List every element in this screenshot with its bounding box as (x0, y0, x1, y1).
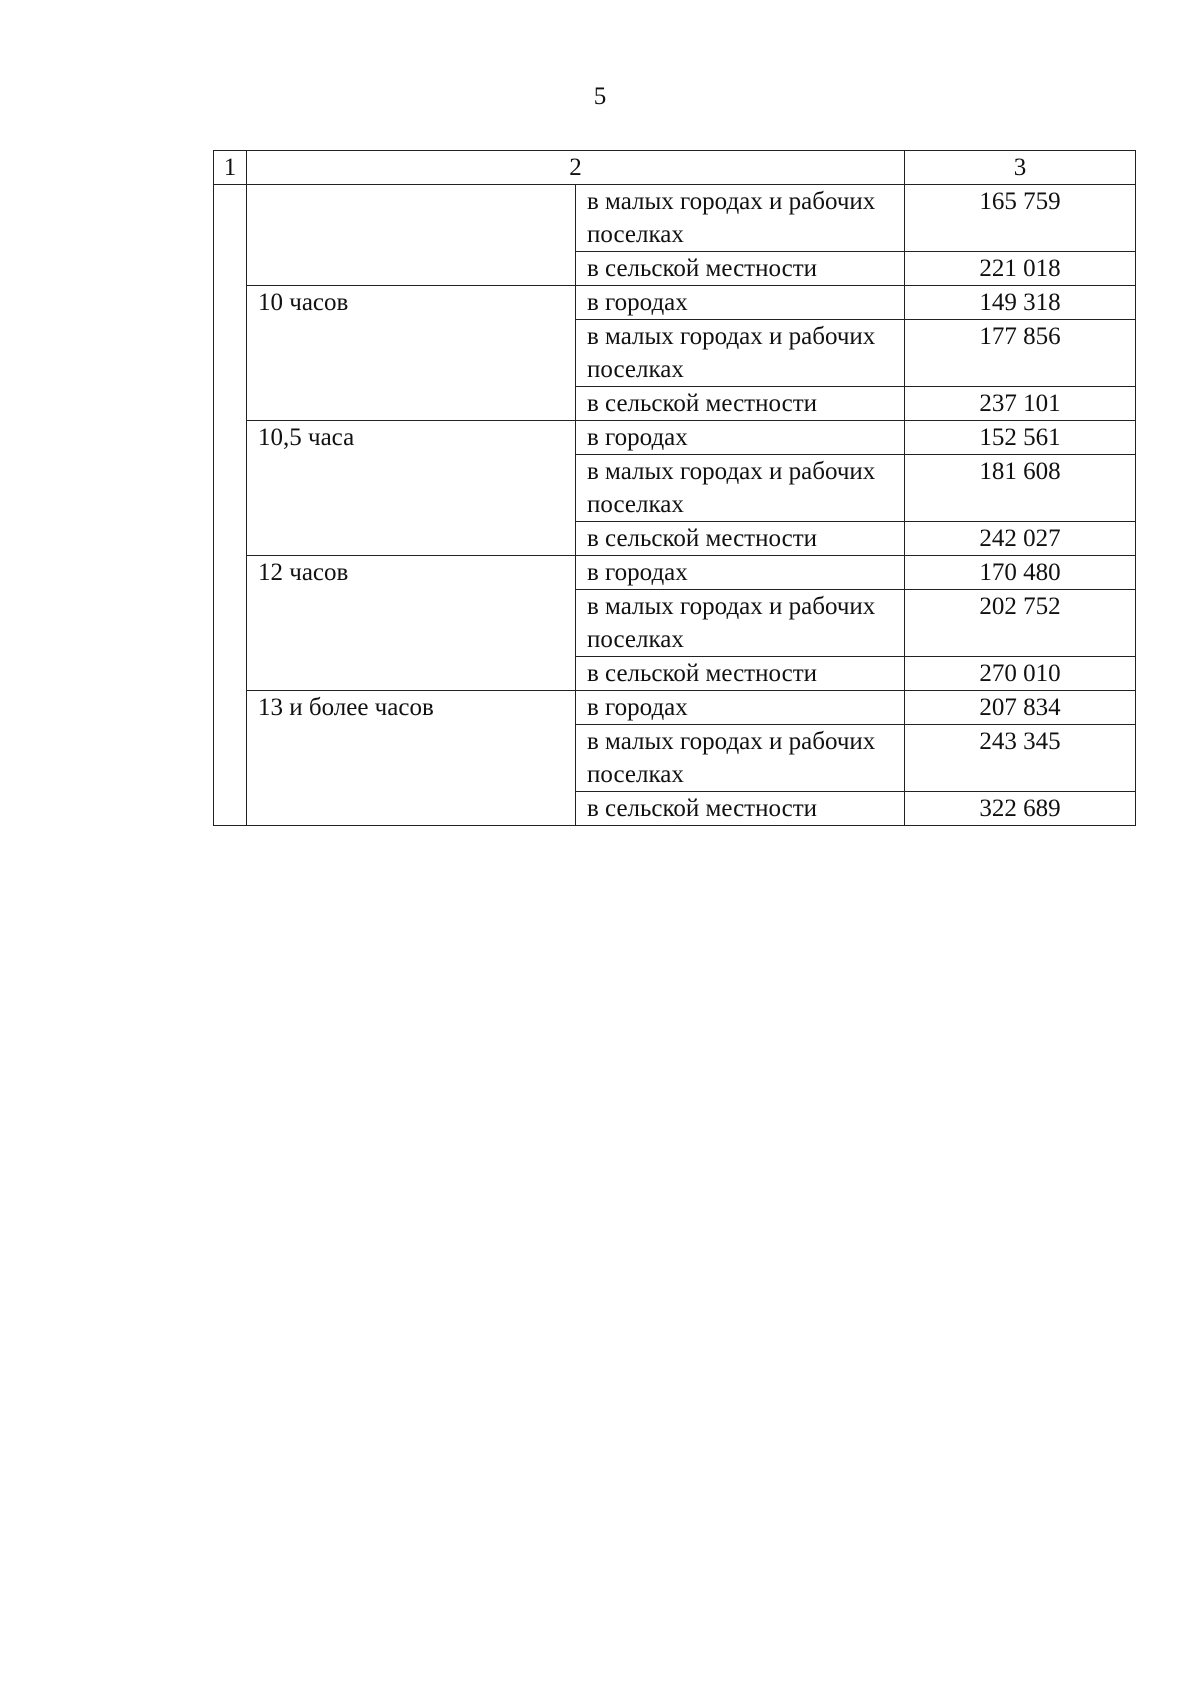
table-row (214, 421, 1136, 455)
locality-cell: в малых городах и рабочих поселках (576, 185, 905, 252)
column-1-cell (214, 185, 247, 826)
table-row (214, 556, 1136, 590)
value-cell: 221 018 (905, 252, 1136, 286)
header-col-2: 2 (247, 151, 905, 185)
locality-cell: в сельской местности (576, 252, 905, 286)
value-cell: 170 480 (905, 556, 1136, 590)
value-cell: 243 345 (905, 725, 1136, 792)
value-cell: 202 752 (905, 590, 1136, 657)
locality-cell: в городах (576, 556, 905, 590)
value-cell: 152 561 (905, 421, 1136, 455)
duration-cell: 12 часов (247, 556, 576, 691)
locality-cell: в сельской местности (576, 792, 905, 826)
page-number: 5 (593, 83, 607, 110)
locality-cell: в малых городах и рабочих поселках (576, 725, 905, 792)
value-cell: 181 608 (905, 455, 1136, 522)
value-cell: 237 101 (905, 387, 1136, 421)
locality-cell: в городах (576, 691, 905, 725)
duration-cell: 13 и более часов (247, 691, 576, 826)
table-row (214, 286, 1136, 320)
value-cell: 149 318 (905, 286, 1136, 320)
value-cell: 270 010 (905, 657, 1136, 691)
locality-cell: в городах (576, 421, 905, 455)
table-row (214, 185, 1136, 252)
duration-cell: 10 часов (247, 286, 576, 421)
locality-cell: в городах (576, 286, 905, 320)
rates-table (213, 150, 1136, 826)
rates-table-body (214, 151, 1136, 826)
table-row (214, 691, 1136, 725)
locality-cell: в сельской местности (576, 657, 905, 691)
value-cell: 242 027 (905, 522, 1136, 556)
locality-cell: в сельской местности (576, 387, 905, 421)
locality-cell: в сельской местности (576, 522, 905, 556)
header-col-1: 1 (214, 151, 247, 185)
duration-cell: 10,5 часа (247, 421, 576, 556)
value-cell: 177 856 (905, 320, 1136, 387)
locality-cell: в малых городах и рабочих поселках (576, 455, 905, 522)
value-cell: 207 834 (905, 691, 1136, 725)
header-col-3: 3 (905, 151, 1136, 185)
duration-cell (247, 185, 576, 286)
table-header-row (214, 151, 1136, 185)
locality-cell: в малых городах и рабочих поселках (576, 320, 905, 387)
locality-cell: в малых городах и рабочих поселках (576, 590, 905, 657)
value-cell: 322 689 (905, 792, 1136, 826)
value-cell: 165 759 (905, 185, 1136, 252)
